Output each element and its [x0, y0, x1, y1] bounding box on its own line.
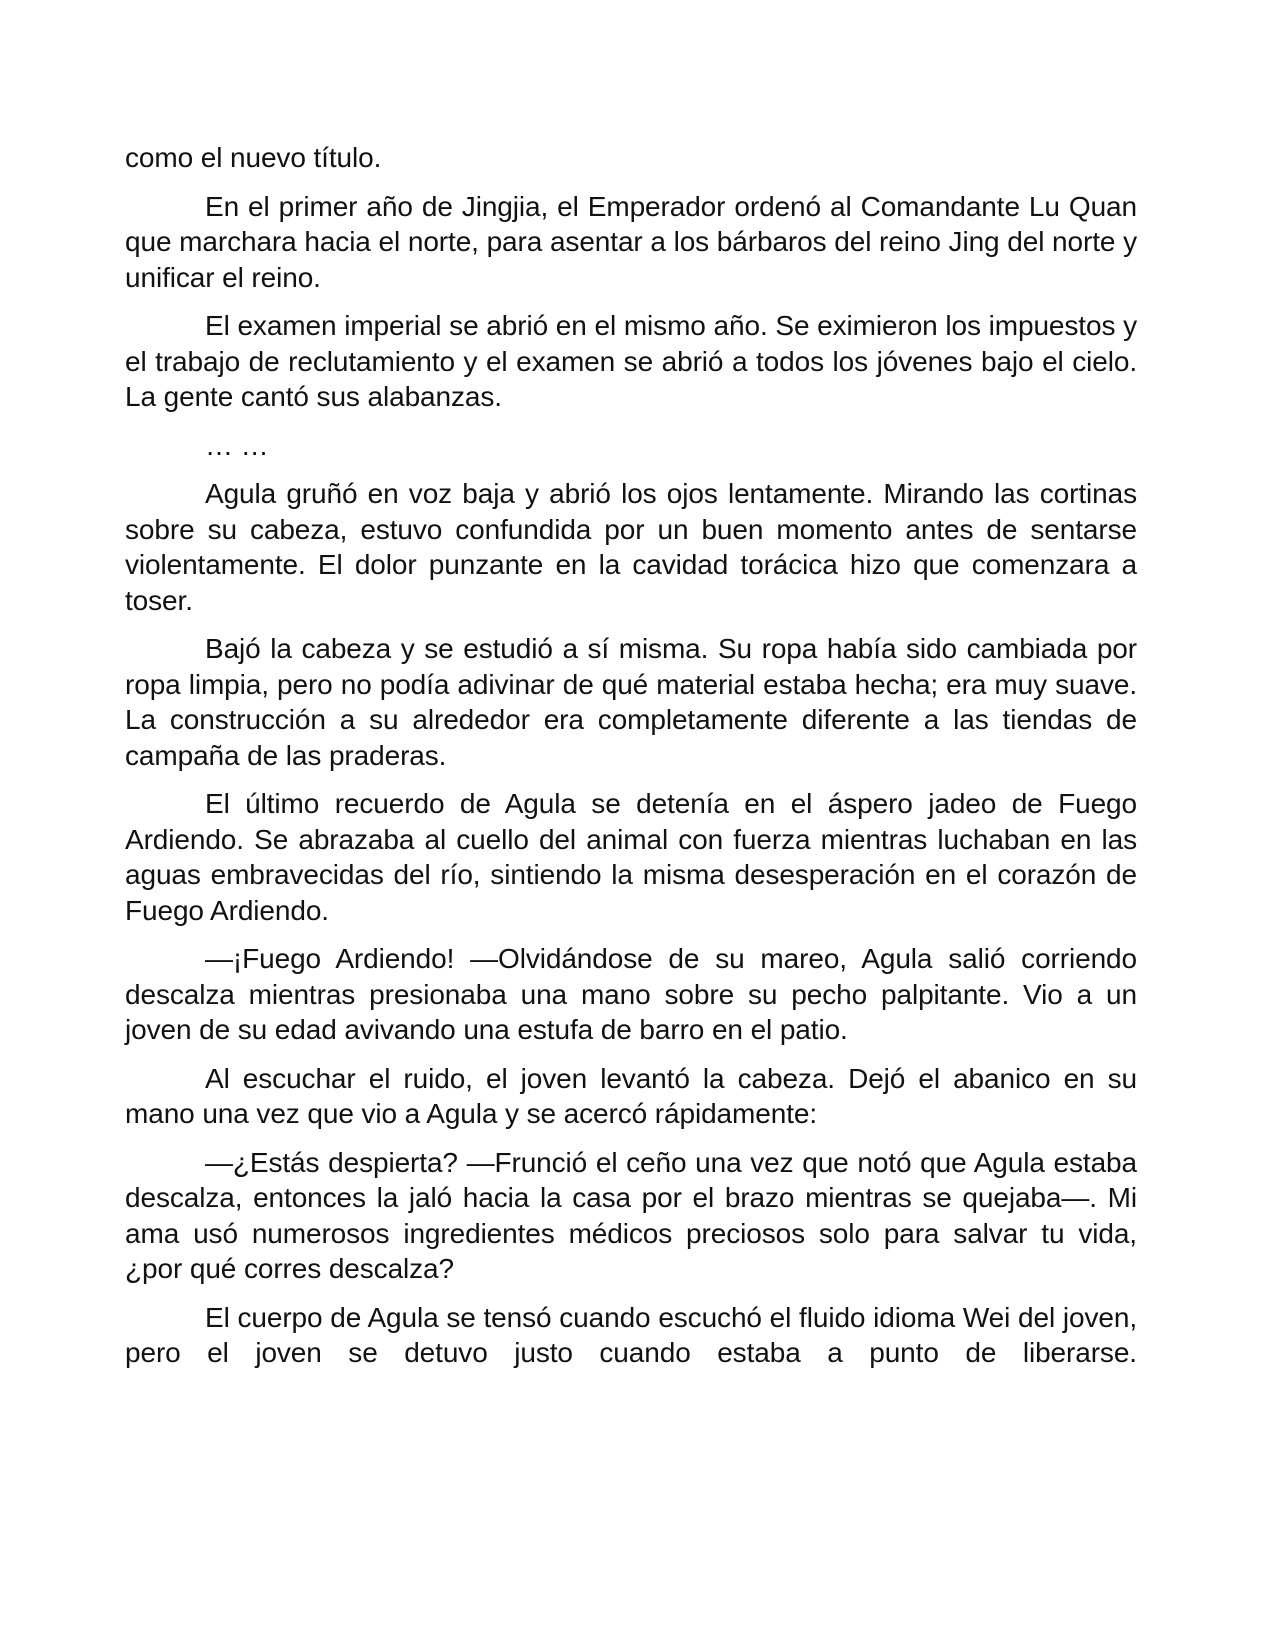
paragraph-6: El último recuerdo de Agula se detenía en el áspero jadeo de Fuego Ardiendo. Se abrazaba al cuello del animal con fuerza mientras luchaban en las aguas embravecidas del río, sintiendo la misma desesperación en el corazón de Fuego Ardiendo.: [125, 788, 1137, 926]
section-break: … …: [205, 429, 269, 461]
paragraph-5: Bajó la cabeza y se estudió a sí misma. Su ropa había sido cambiada por ropa limpia, pero no podía adivinar de qué material estaba hecha; era muy suave. La construcción a su alrededor era completamente diferente a las tiendas de campaña de las praderas.: [125, 633, 1137, 771]
paragraph-7: —¡Fuego Ardiendo! —Olvidándose de su mareo, Agula salió corriendo descalza mientras presionaba una mano sobre su pecho palpitante. Vio a un joven de su edad avivando una estufa de barro en el patio.: [125, 943, 1137, 1045]
paragraph-2: En el primer año de Jingjia, el Emperador ordenó al Comandante Lu Quan que marchara hacia el norte, para asentar a los bárbaros del reino Jing del norte y unificar el reino.: [125, 190, 1137, 293]
paragraph-10: El cuerpo de Agula se tensó cuando escuchó el fluido idioma Wei del joven, pero el joven se detuvo justo cuando estaba a punto de liberarse.: [125, 1301, 1137, 1368]
paragraph-3: El examen imperial se abrió en el mismo año. Se eximieron los impuestos y el trabajo de reclutamiento y el examen se abrió a todos los jóvenes bajo el cielo. La gente cantó sus alabanzas.: [125, 310, 1137, 412]
paragraph-9: —¿Estás despierta? —Frunció el ceño una vez que notó que Agula estaba descalza, entonces la jaló hacia la casa por el brazo mientras se quejaba—. Mi ama usó numerosos ingredientes médicos preciosos solo para salvar tu vida, ¿por qué corres descalza?: [125, 1146, 1137, 1284]
document-page: [125, 140, 1137, 1384]
paragraph-4: Agula gruñó en voz baja y abrió los ojos lentamente. Mirando las cortinas sobre su cabeza, estuvo confundida por un buen momento antes de sentarse violentamente. El dolor punzante en la cavidad torácica hizo que comenzara a toser.: [125, 478, 1137, 616]
paragraph-1: como el nuevo título.: [125, 142, 382, 173]
paragraph-8: Al escuchar el ruido, el joven levantó la cabeza. Dejó el abanico en su mano una vez que vio a Agula y se acercó rápidamente:: [125, 1062, 1137, 1129]
